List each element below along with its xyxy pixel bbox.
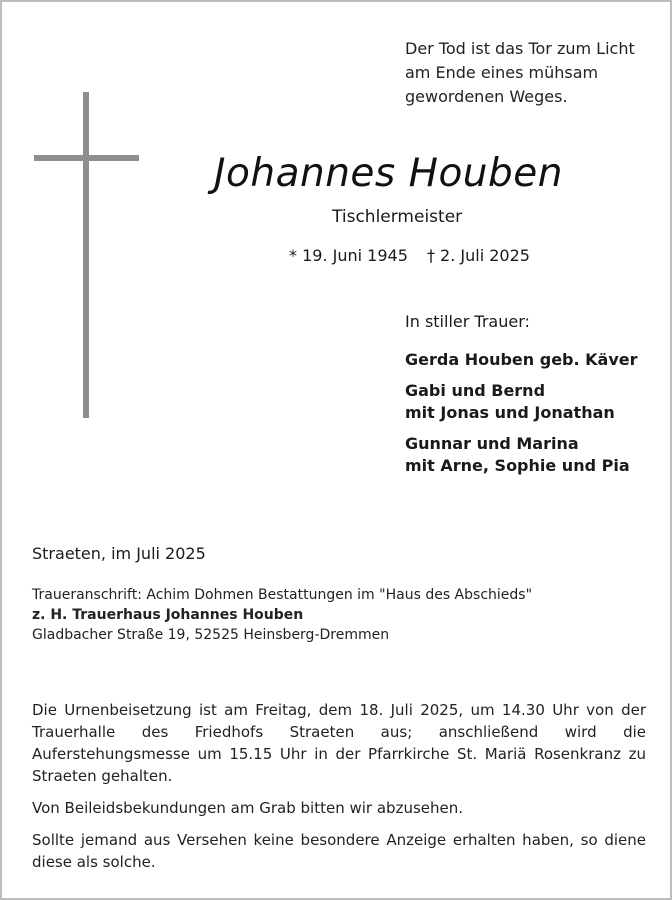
motto-quote — [405, 37, 635, 109]
mourner-entry — [405, 349, 638, 371]
mourner-line: Gerda Houben geb. Käver — [405, 350, 638, 369]
notice-text — [32, 699, 646, 883]
life-dates — [289, 244, 530, 268]
mourner-line: mit Arne, Sophie und Pia — [405, 456, 630, 475]
motto-line: gewordenen Weges. — [405, 87, 568, 106]
mourners-list — [405, 349, 638, 486]
mourner-line: Gunnar und Marina — [405, 434, 579, 453]
deceased-profession: Tischlermeister — [332, 207, 463, 227]
announcement-notice: Sollte jemand aus Versehen keine besondere Anzeige erhalten haben, so diene diese als solche. — [32, 831, 646, 871]
motto-line: Der Tod ist das Tor zum Licht — [405, 39, 635, 58]
mourner-line: Gabi und Bernd — [405, 381, 546, 400]
cross-icon-horizontal-beam — [34, 155, 139, 161]
deceased-name: Johannes Houben — [214, 151, 563, 196]
address-line: Traueranschrift: Achim Dohmen Bestattungen im "Haus des Abschieds" — [32, 587, 533, 603]
mourning-address — [32, 585, 532, 645]
birth-date: * 19. Juni 1945 — [289, 246, 408, 265]
death-date: † 2. Juli 2025 — [426, 246, 530, 265]
condolences-notice: Von Beileidsbekundungen am Grab bitten wir abzusehen. — [32, 799, 464, 817]
cross-icon-vertical-beam — [83, 92, 89, 418]
mourner-entry — [405, 380, 638, 424]
address-street: Gladbacher Straße 19, 52525 Heinsberg-Dremmen — [32, 627, 390, 643]
ceremony-notice: Die Urnenbeisetzung ist am Freitag, dem 18. Juli 2025, um 14.30 Uhr von der Trauerhalle des Friedhofs Straeten aus; anschließend wird die Auferstehungsmesse um 15.15 Uhr in der Pfarrkirche St. Mariä Rosenkranz zu Straeten gehalten. — [32, 701, 646, 785]
mourner-entry — [405, 433, 638, 477]
place-and-date: Straeten, im Juli 2025 — [32, 544, 206, 563]
motto-line: am Ende eines mühsam — [405, 63, 599, 82]
mourning-intro: In stiller Trauer: — [405, 312, 530, 331]
mourner-line: mit Jonas und Jonathan — [405, 403, 615, 422]
address-recipient: z. H. Trauerhaus Johannes Houben — [32, 607, 304, 623]
